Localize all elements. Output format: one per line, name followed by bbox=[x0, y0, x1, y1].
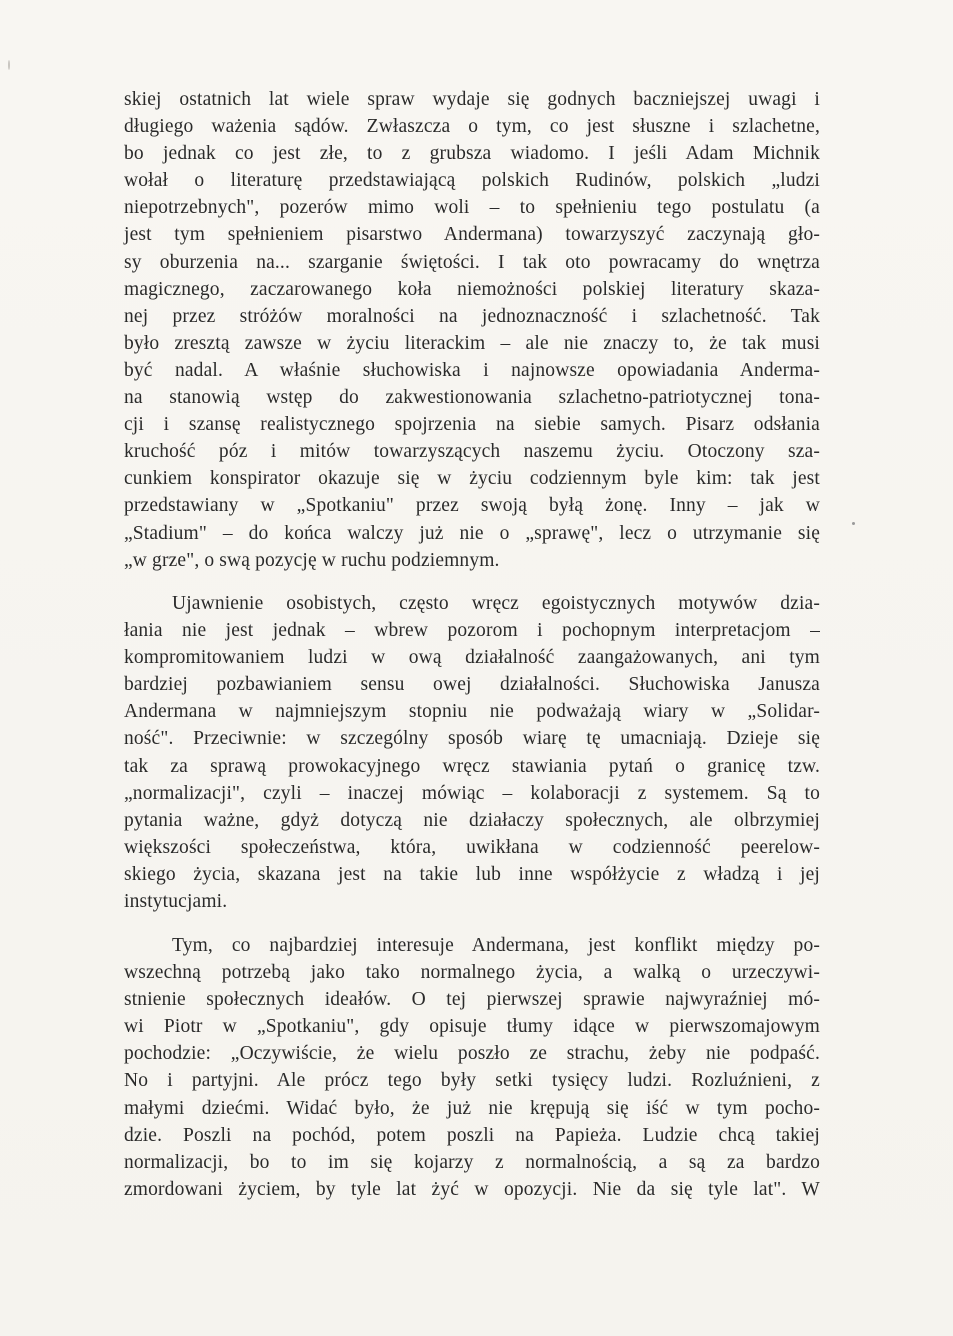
text-line: wszechną potrzebą jako tako normalnego życia, a walką o urzeczywi- bbox=[124, 962, 820, 984]
text-line: Andermana w najmniejszym stopniu nie podważają wiary w „Solidar- bbox=[124, 701, 820, 723]
text-line: tak za sprawą prowokacyjnego wręcz stawiania pytań o granicę tzw. bbox=[124, 755, 820, 777]
scan-speck bbox=[8, 60, 10, 70]
text-line: cji i szansę realistycznego spojrzenia na siebie samych. Pisarz odsłania bbox=[124, 414, 820, 436]
text-line: wi Piotr w „Spotkaniu", gdy opisuje tłumy idące w pierwszomajowym bbox=[124, 1016, 820, 1038]
text-line: przedstawiany w „Spotkaniu" przez swoją byłą żonę. Inny – jak w bbox=[124, 495, 820, 517]
text-line: magicznego, zaczarowanego koła niemożności polskiej literatury skaza- bbox=[124, 278, 820, 300]
text-line: skiej ostatnich lat wiele spraw wydaje się godnych baczniejszej uwagi i bbox=[124, 89, 820, 110]
text-line: No i partyjni. Ale prócz tego były setki tysięcy ludzi. Rozluźnieni, z bbox=[124, 1070, 820, 1092]
text-line: skiego życia, skazana jest na takie lub inne współżycie z władzą i jej bbox=[124, 863, 820, 885]
text-line: większości społeczeństwa, która, uwikłana w codzienność peerelow- bbox=[124, 836, 820, 858]
text-line: małymi dziećmi. Widać było, że już nie krępują się iść w tym pocho- bbox=[124, 1097, 820, 1119]
text-line: zmordowani życiem, by tyle lat żyć w opozycji. Nie da się tyle lat". W bbox=[124, 1178, 820, 1200]
paragraph-3 bbox=[124, 932, 820, 1203]
text-line: „Stadium" – do końca walczy już nie o „sprawę", lecz o utrzymanie się bbox=[124, 522, 820, 544]
text-line: długiego ważenia sądów. Zwłaszcza o tym, co jest słuszne i szlachetne, bbox=[124, 116, 820, 138]
text-line: Tym, co najbardziej interesuje Andermana, jest konflikt między po- bbox=[172, 935, 820, 956]
text-line: być nadal. A właśnie słuchowiska i najnowsze opowiadania Anderma- bbox=[124, 359, 820, 381]
text-line: stnienie społecznych ideałów. O tej pierwszej sprawie najwyraźniej mó- bbox=[124, 989, 820, 1011]
paragraph-2 bbox=[124, 590, 820, 915]
scan-speck bbox=[852, 522, 855, 525]
text-line: łania nie jest jednak – wbrew pozorom i pochopnym interpretacjom – bbox=[124, 620, 820, 642]
text-line: jest tym spełnieniem pisarstwo Andermana) towarzyszyć zaczynają gło- bbox=[124, 224, 820, 246]
text-line: pytania ważne, gdyż dotyczą nie działaczy społecznych, ale olbrzymiej bbox=[124, 809, 820, 831]
text-line: niepotrzebnych", pozerów mimo woli – to spełnieniu tego postulatu (a bbox=[124, 197, 820, 219]
text-line: bo jednak co jest złe, to z grubsza wiadomo. I jeśli Adam Michnik bbox=[124, 143, 820, 165]
text-line: sy oburzenia na... szarganie świętości. I tak oto powracamy do wnętrza bbox=[124, 251, 820, 273]
text-line: „normalizacji", czyli – inaczej mówiąc – kolaboracji z systemem. Są to bbox=[124, 782, 820, 804]
text-line: było zresztą zawsze w życiu literackim – ale nie znaczy to, że tak musi bbox=[124, 332, 820, 354]
text-line: ność". Przeciwnie: w szczególny sposób wiarę tę umacniają. Dzieje się bbox=[124, 728, 820, 750]
text-line: cunkiem konspirator okazuje się w życiu codziennym byle kim: tak jest bbox=[124, 468, 820, 490]
text-line: „w grze", o swą pozycję w ruchu podziemnym. bbox=[124, 549, 500, 571]
text-line: wołał o literaturę przedstawiającą polskich Rudinów, polskich „ludzi bbox=[124, 170, 820, 192]
text-line: bardziej pozbawianiem sensu owej działalności. Słuchowiska Janusza bbox=[124, 674, 820, 696]
text-line: kruchość póz i mitów towarzyszących naszemu życiu. Otoczony sza- bbox=[124, 441, 820, 463]
text-line: dzie. Poszli na pochód, potem poszli na Papieża. Ludzie chcą takiej bbox=[124, 1124, 820, 1146]
text-line: nej przez stróżów moralności na jednoznaczność i szlachetność. Tak bbox=[124, 305, 820, 327]
text-line: Ujawnienie osobistych, często wręcz egoistycznych motywów dzia- bbox=[172, 593, 820, 614]
text-line: kompromitowaniem ludzi w ową działalność zaangażowanych, ani tym bbox=[124, 647, 820, 669]
paragraph-1 bbox=[124, 86, 820, 574]
text-line: normalizacji, bo to im się kojarzy z normalnością, a są za bardzo bbox=[124, 1151, 820, 1173]
text-line: na stanowią wstęp do zakwestionowania szlachetno-patriotycznej tona- bbox=[124, 387, 820, 409]
text-line: instytucjami. bbox=[124, 891, 228, 913]
text-line: pochodzie: „Oczywiście, że wielu poszło ze strachu, żeby nie podpaść. bbox=[124, 1043, 820, 1065]
